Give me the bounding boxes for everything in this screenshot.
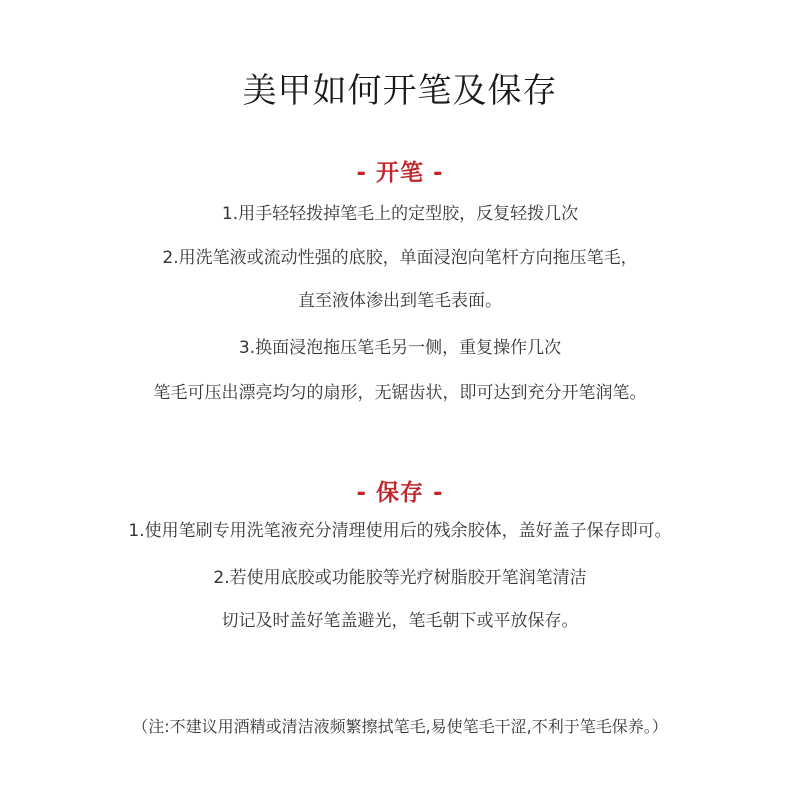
section-heading-open: - 开笔 - [356,160,444,186]
section-heading-store: - 保存 - [356,480,444,506]
open-step-1: 1.用手轻轻拨掉笔毛上的定型胶，反复轻拨几次 [221,204,579,224]
store-step-2-continued: 切记及时盖好笔盖避光，笔毛朝下或平放保存。 [221,611,579,631]
page-title: 美甲如何开笔及保存 [242,71,558,111]
store-step-1: 1.使用笔刷专用洗笔液充分清理使用后的残余胶体，盖好盖子保存即可。 [128,521,672,541]
open-step-2-continued: 直至液体渗出到笔毛表面。 [298,291,502,311]
open-result: 笔毛可压出漂亮均匀的扇形，无锯齿状，即可达到充分开笔润笔。 [153,383,647,403]
store-step-2: 2.若使用底胶或功能胶等光疗树脂胶开笔润笔清洁 [213,568,587,588]
footnote: （注:不建议用酒精或清洁液频繁擦拭笔毛,易使笔毛干涩,不利于笔毛保养。） [132,717,668,736]
open-step-2: 2.用洗笔液或流动性强的底胶，单面浸泡向笔杆方向拖压笔毛， [162,248,638,268]
open-step-3: 3.换面浸泡拖压笔毛另一侧，重复操作几次 [238,338,562,358]
